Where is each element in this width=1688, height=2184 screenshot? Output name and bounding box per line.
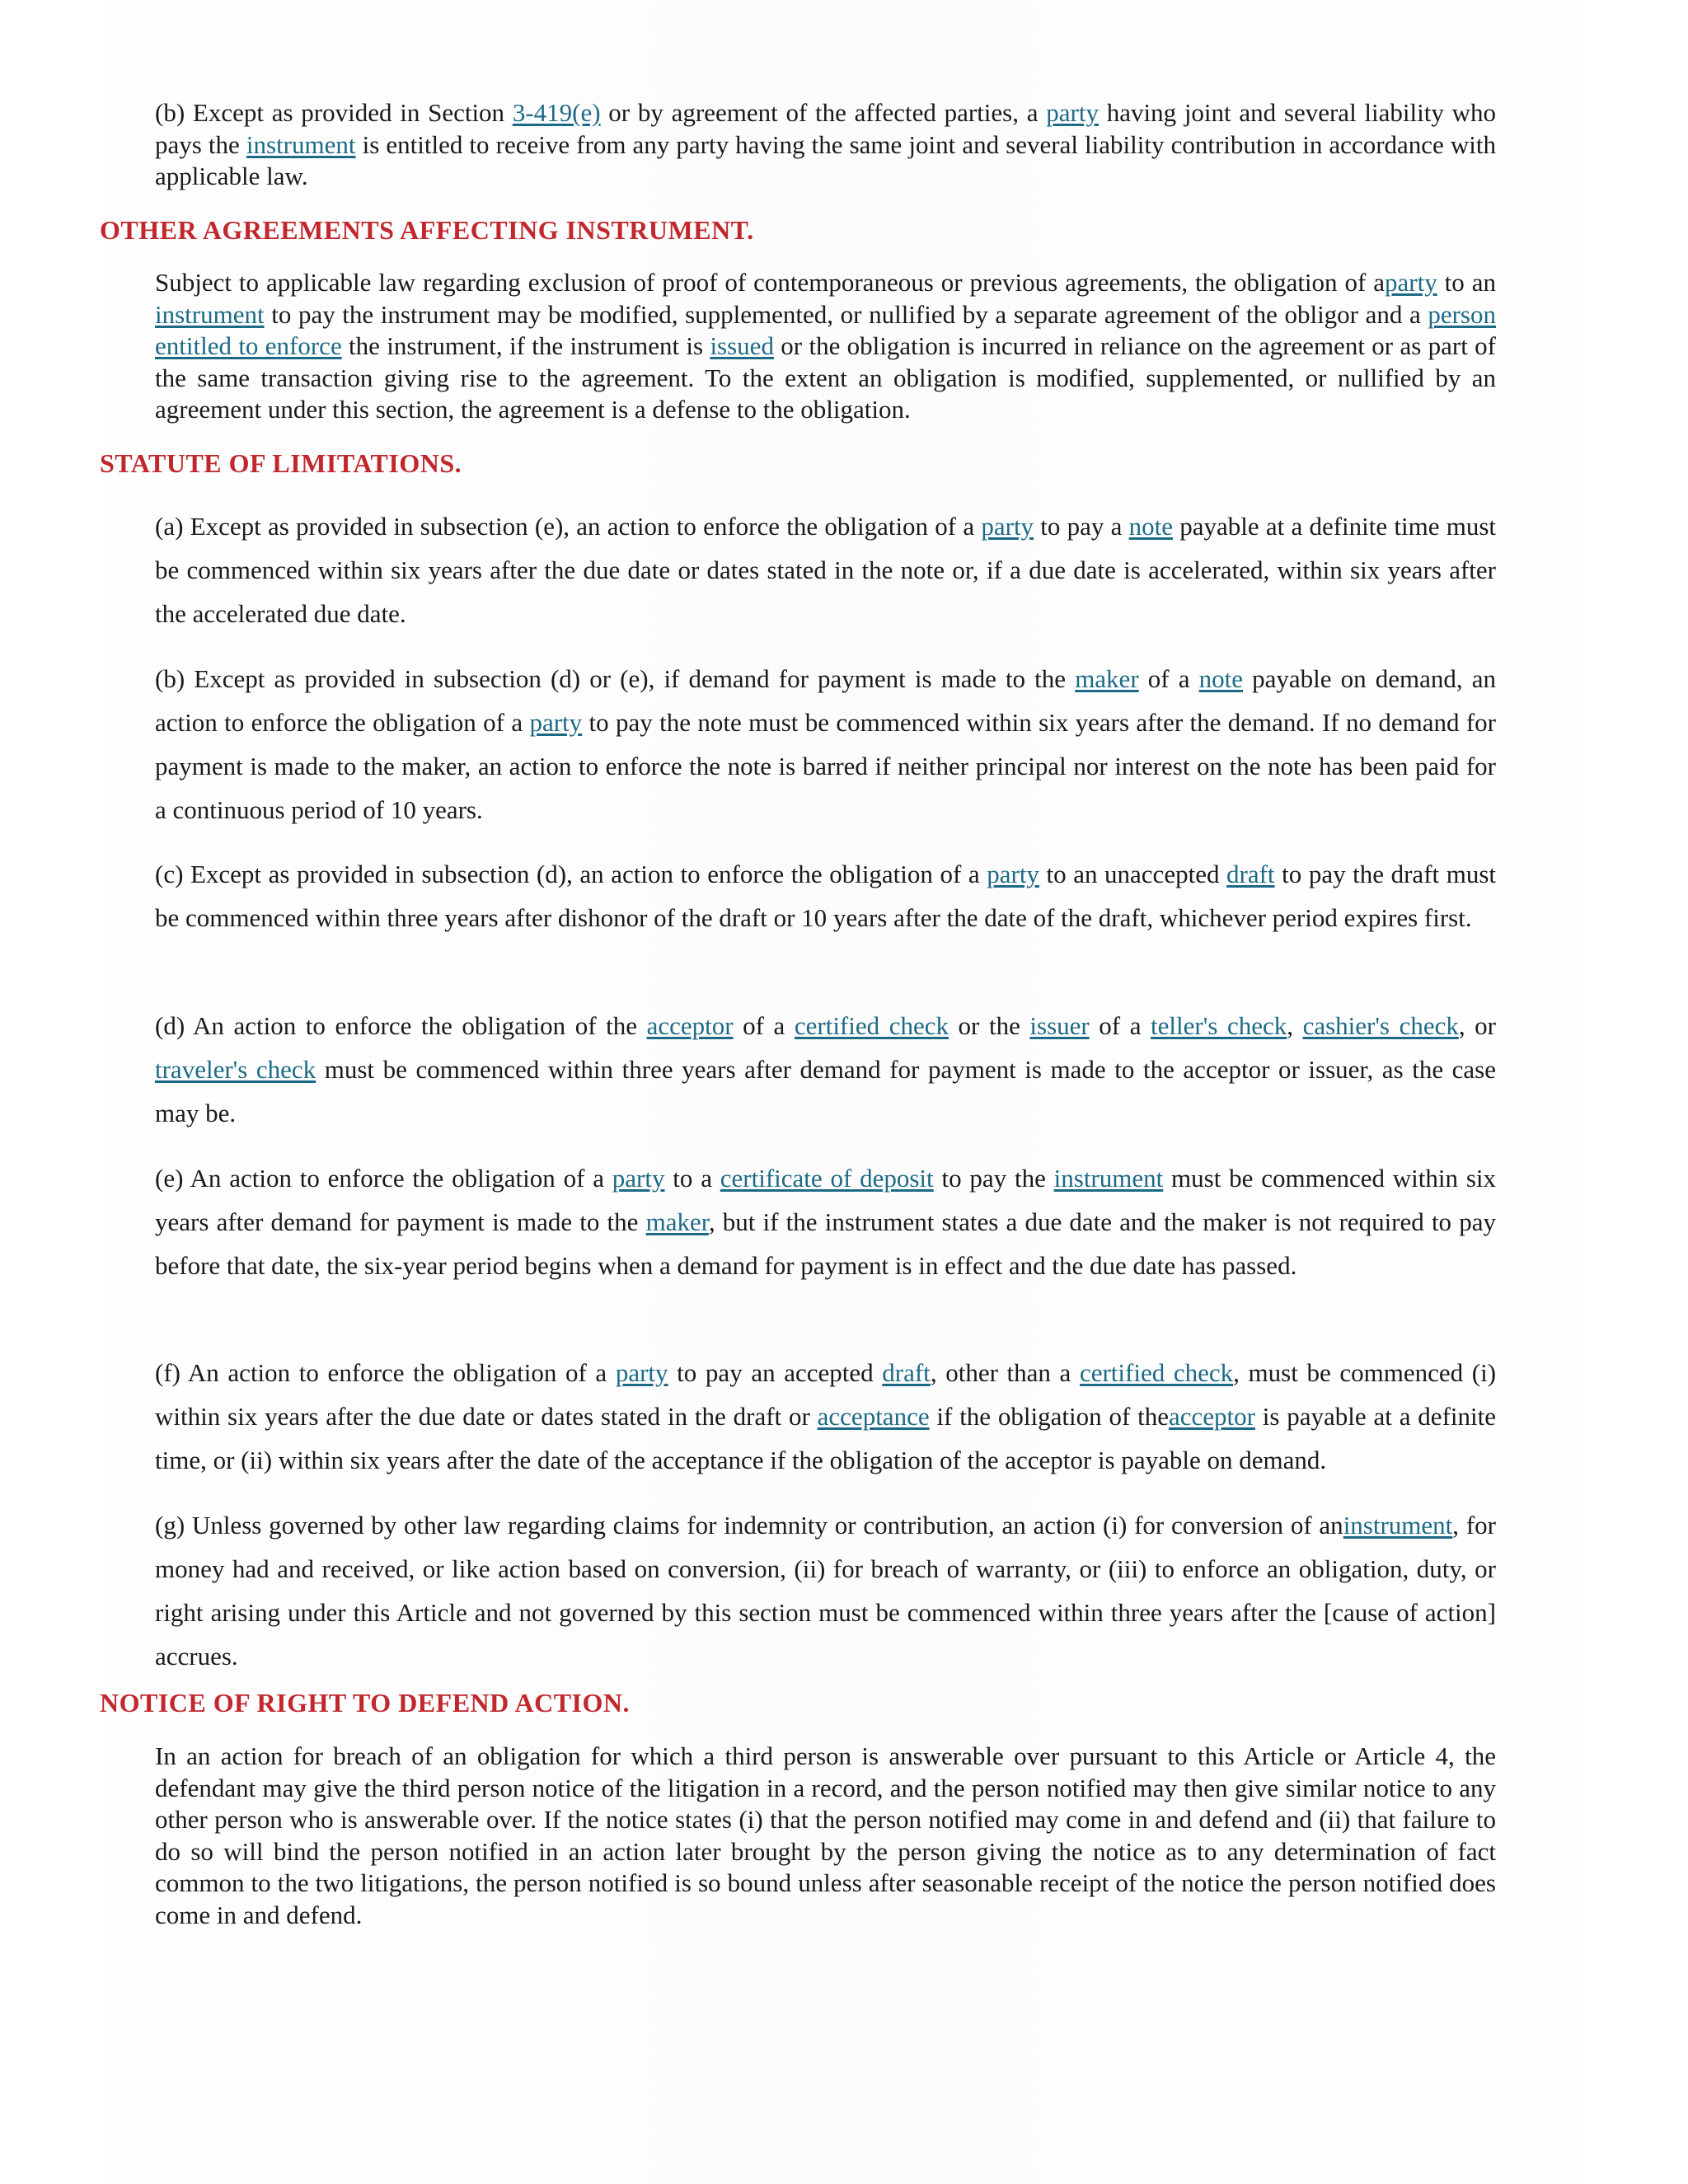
definition-link[interactable]: instrument <box>1343 1511 1453 1540</box>
definition-link[interactable]: party <box>981 512 1034 541</box>
definition-link[interactable]: note <box>1128 512 1174 541</box>
definition-link[interactable]: maker <box>1075 664 1139 693</box>
definition-link[interactable]: party <box>529 708 583 737</box>
definition-link[interactable]: draft <box>882 1358 931 1387</box>
paragraph-text: or the obligation is incurred in reliance on the agreement or as part of the same transaction giving rise to the agreement. To the extent an obligation is modified, supplemented, or nullified by an agreement under this section, the agreement is a defense to the obligation. <box>155 331 1496 424</box>
paragraph-text: to pay a <box>1034 512 1129 541</box>
paragraph-text: to pay the draft must be commenced within three years after dishonor of the draft or 10 years after the date of the draft, whichever period expires first. <box>155 860 1496 932</box>
paragraph-text: (f) An action to enforce the obligation of a <box>155 1358 616 1387</box>
paragraph-text: is entitled to receive from any party having the same joint and several liability contribution in accordance with applicable law. <box>155 129 1496 190</box>
paragraph-text: to an <box>1437 268 1496 297</box>
paragraph <box>155 97 1496 193</box>
paragraph-text: Subject to applicable law regarding exclusion of proof of contemporaneous or previous agreements, the obligation of a <box>155 268 1386 297</box>
paragraph-text: , must be commenced (i) within six years after the due date or dates stated in the draft or <box>155 1358 1497 1431</box>
definition-link[interactable]: teller's check <box>1151 1011 1287 1040</box>
definition-link[interactable]: issued <box>710 331 774 360</box>
paragraph-text: if the obligation of the <box>929 1402 1169 1431</box>
paragraph-text: (e) An action to enforce the obligation of a <box>155 1164 612 1193</box>
paragraph-text: (d) An action to enforce the obligation of the <box>155 1011 647 1040</box>
definition-link[interactable]: acceptance <box>817 1402 930 1431</box>
paragraph-text: In an action for breach of an obligation for which a third person is answerable over pursuant to this Article or Article 4, the defendant may give the third person notice of the litigation in a record, and the person notified may then give similar notice to any other person who is answerable over. If the notice states (i) that the person notified may come in and defend and (ii) that failure to do so will bind the person notified in an action later brought by the person giving the notice as to any determination of fact common to the two litigations, the person notified is so bound unless after seasonable receipt of the notice the person notified does come in and defend. <box>155 1741 1496 1929</box>
paragraph <box>155 1741 1496 1931</box>
paragraph-text: to pay the <box>933 1164 1054 1193</box>
definition-link[interactable]: party <box>1046 98 1099 127</box>
paragraph-text: (b) Except as provided in subsection (d) or (e), if demand for payment is made to the <box>155 664 1076 693</box>
paragraph <box>155 1351 1496 1482</box>
definition-link[interactable]: draft <box>1226 860 1275 888</box>
paragraph-text: or by agreement of the affected parties, a <box>600 98 1047 127</box>
section-heading: NOTICE OF RIGHT TO DEFEND ACTION. <box>100 1688 630 1718</box>
definition-link[interactable]: certified check <box>1079 1358 1234 1387</box>
definition-link[interactable]: maker <box>645 1207 709 1236</box>
definition-link[interactable]: instrument <box>246 129 356 159</box>
paragraph-text: or the <box>948 1011 1030 1040</box>
definition-link[interactable]: note <box>1198 664 1243 693</box>
paragraph-text: to a <box>664 1164 720 1193</box>
paragraph-text: of a <box>1089 1011 1151 1040</box>
paragraph <box>155 1503 1496 1678</box>
paragraph-text: must be commenced within three years after demand for payment is made to the acceptor or issuer, as the case may be. <box>155 1055 1497 1127</box>
paragraph-text: is payable at a definite time, or (ii) within six years after the date of the acceptance if the obligation of the acceptor is payable on demand. <box>155 1402 1496 1474</box>
definition-link[interactable]: party <box>615 1358 668 1387</box>
paragraph-text: the instrument, if the instrument is <box>341 331 710 360</box>
paragraph-text: , <box>1287 1011 1303 1040</box>
definition-link[interactable]: cashier's check <box>1302 1011 1459 1040</box>
paragraph-text: (g) Unless governed by other law regarding claims for indemnity or contribution, an action (i) for conversion of an <box>155 1511 1343 1540</box>
paragraph-text: payable at a definite time must be commenced within six years after the due date or dates stated in the note or, if a due date is accelerated, within six years after the accelerated due date. <box>155 512 1497 628</box>
paragraph-text: payable on demand, an action to enforce the obligation of a <box>155 664 1497 737</box>
definition-link[interactable]: acceptor <box>646 1011 734 1040</box>
definition-link[interactable]: certified check <box>794 1011 949 1040</box>
definition-link[interactable]: acceptor <box>1168 1402 1255 1431</box>
paragraph-text: (c) Except as provided in subsection (d), an action to enforce the obligation of a <box>155 860 987 888</box>
paragraph-text: , for money had and received, or like action based on conversion, (ii) for breach of warranty, or (iii) to enforce an obligation, duty, or right arising under this Article and not governed by this section must be commenced within three years after the [cause of action] accrues. <box>155 1511 1496 1671</box>
section-heading: STATUTE OF LIMITATIONS. <box>100 448 462 478</box>
paragraph-text: (b) Except as provided in Section <box>155 98 513 127</box>
definition-link[interactable]: certificate of deposit <box>720 1164 934 1193</box>
paragraph-text: of a <box>1138 664 1199 693</box>
paragraph <box>155 504 1496 635</box>
paragraph-text: of a <box>733 1011 795 1040</box>
paragraph-text: , other than a <box>930 1358 1080 1387</box>
paragraph <box>155 1156 1496 1287</box>
definition-link[interactable]: instrument <box>155 299 265 329</box>
definition-link[interactable]: person entitled to enforce <box>155 299 1496 360</box>
definition-link[interactable]: party <box>987 860 1039 888</box>
paragraph-text: to pay an accepted <box>668 1358 883 1387</box>
paragraph <box>155 852 1496 940</box>
definition-link[interactable]: 3-419(e) <box>512 98 601 127</box>
paragraph <box>155 657 1496 832</box>
paragraph-text: having joint and several liability who pays the <box>155 98 1496 159</box>
definition-link[interactable]: party <box>612 1164 665 1193</box>
paragraph-text: must be commenced within six years after demand for payment is made to the <box>155 1164 1496 1236</box>
paragraph-text: (a) Except as provided in subsection (e), an action to enforce the obligation of a <box>155 512 982 541</box>
section-heading: OTHER AGREEMENTS AFFECTING INSTRUMENT. <box>100 215 754 245</box>
paragraph <box>155 1004 1496 1135</box>
paragraph-text: to pay the note must be commenced within six years after the demand. If no demand for payment is made to the maker, an action to enforce the note is barred if neither principal nor interest on the note has been paid for a continuous period of 10 years. <box>155 708 1496 824</box>
definition-link[interactable]: issuer <box>1029 1011 1090 1040</box>
paragraph <box>155 267 1496 426</box>
definition-link[interactable]: party <box>1385 268 1437 297</box>
definition-link[interactable]: traveler's check <box>155 1055 316 1084</box>
paragraph-text: to an unaccepted <box>1039 860 1227 888</box>
paragraph-text: , or <box>1458 1011 1496 1040</box>
paragraph-text: to pay the instrument may be modified, supplemented, or nullified by a separate agreement of the obligor and a <box>264 299 1428 329</box>
paragraph-text: , but if the instrument states a due date and the maker is not required to pay before that date, the six-year period begins when a demand for payment is in effect and the due date has passed. <box>155 1207 1496 1280</box>
definition-link[interactable]: instrument <box>1053 1164 1164 1193</box>
